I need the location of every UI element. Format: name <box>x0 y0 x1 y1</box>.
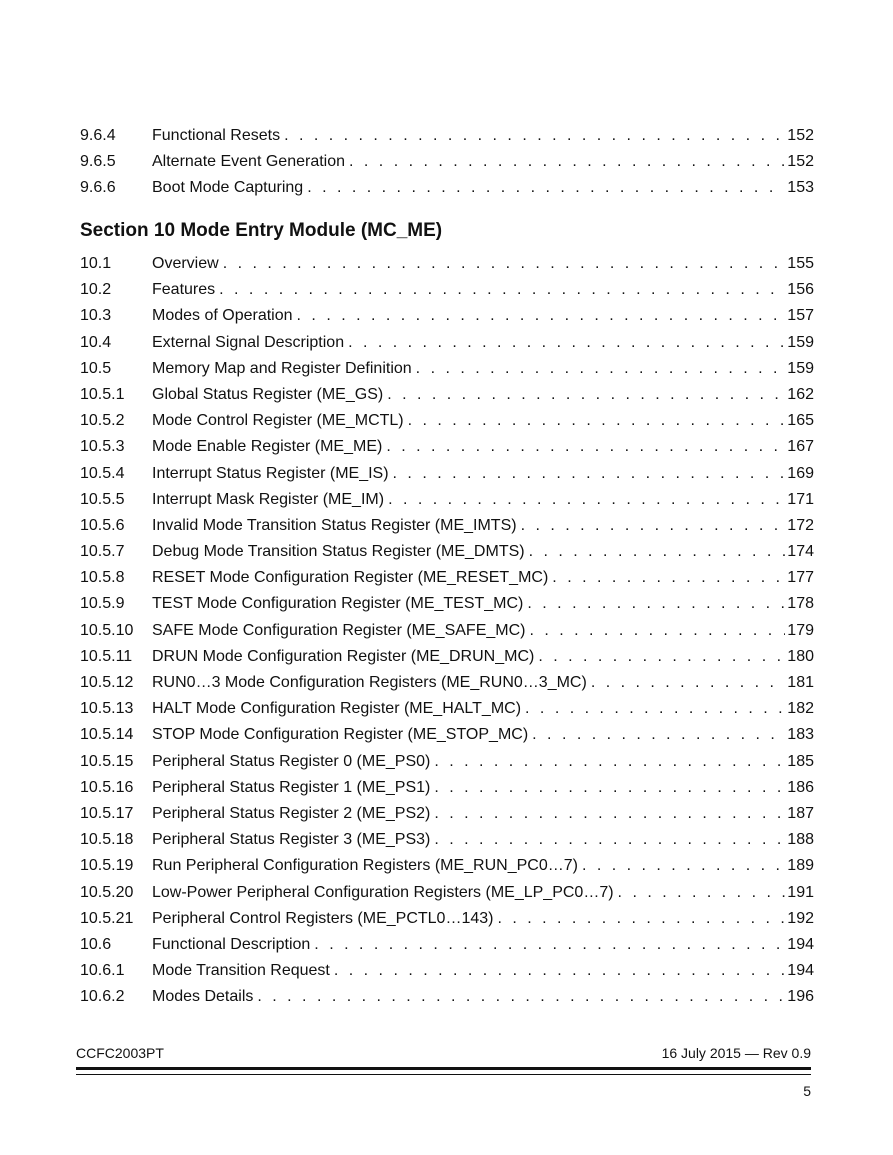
toc-entry[interactable] <box>80 330 814 356</box>
toc-dot-leader <box>387 382 785 408</box>
toc-entry-title: Alternate Event Generation <box>152 153 346 171</box>
toc-entry-number: 10.5.5 <box>80 490 125 508</box>
toc-dot-leader <box>529 539 786 565</box>
toc-entry-number: 10.5.1 <box>80 385 125 403</box>
toc-entry-title: Features <box>152 281 216 299</box>
toc-entry-title: HALT Mode Configuration Register (ME_HALT_MC) <box>152 700 522 718</box>
toc-entry[interactable] <box>80 303 814 329</box>
toc-entry-number: 10.5.17 <box>80 804 134 822</box>
footer-doc-id: CCFC2003PT <box>76 1045 164 1061</box>
toc-entry[interactable] <box>80 932 814 958</box>
toc-entry[interactable] <box>80 149 814 175</box>
toc-dot-leader <box>348 330 785 356</box>
toc-entry-page: 180 <box>787 647 814 665</box>
toc-entry[interactable] <box>80 461 814 487</box>
toc-entry-number: 10.5.14 <box>80 726 134 744</box>
toc-entry-page: 157 <box>787 307 814 325</box>
toc-entry-number: 10.5.16 <box>80 778 134 796</box>
toc-entry-title: Global Status Register (ME_GS) <box>152 385 384 403</box>
toc-entry-title: Run Peripheral Configuration Registers (ME_RUN_PC0…7) <box>152 857 578 875</box>
toc-entry-title: Peripheral Control Registers (ME_PCTL0…143) <box>152 909 494 927</box>
toc-entry-number: 10.3 <box>80 307 112 325</box>
toc-entry[interactable] <box>80 984 814 1010</box>
toc-entry[interactable] <box>80 487 814 513</box>
toc-entry-page: 152 <box>787 127 814 144</box>
toc-entry-page: 178 <box>787 595 814 613</box>
toc-entry-number: 10.5.11 <box>80 647 133 665</box>
toc-entry-title: Functional Resets <box>152 127 281 144</box>
toc-entry[interactable] <box>80 356 814 382</box>
toc-entry-page: 159 <box>787 333 814 351</box>
toc-entry-page: 196 <box>787 988 814 1006</box>
toc-entry-title: Interrupt Status Register (ME_IS) <box>152 464 389 482</box>
toc-entry[interactable] <box>80 618 814 644</box>
toc-entry-number: 10.5.9 <box>80 595 125 613</box>
toc-entry-title: Peripheral Status Register 3 (ME_PS3) <box>152 831 431 849</box>
toc-entry-title: STOP Mode Configuration Register (ME_STOP_MC) <box>152 726 529 744</box>
toc-entry-number: 10.6.1 <box>80 962 125 980</box>
toc-dot-leader <box>257 984 785 1010</box>
toc-entry[interactable] <box>80 801 814 827</box>
toc-entry-title: Modes of Operation <box>152 307 293 325</box>
toc-entry-number: 10.5.20 <box>80 883 134 901</box>
toc-entry-number: 10.5.13 <box>80 700 134 718</box>
toc-entry-number: 10.4 <box>80 333 112 351</box>
toc-entry-number: 9.6.5 <box>80 153 116 171</box>
toc-dot-leader <box>297 303 786 329</box>
toc-entry-title: Peripheral Status Register 2 (ME_PS2) <box>152 804 431 822</box>
toc-entry-title: Overview <box>152 255 219 272</box>
toc-entry-page: 152 <box>787 153 814 171</box>
toc-entry-title: DRUN Mode Configuration Register (ME_DRUN_MC) <box>152 647 535 665</box>
toc-entry[interactable] <box>80 251 814 277</box>
toc-dot-leader <box>307 175 785 201</box>
toc-entry-page: 165 <box>787 412 814 430</box>
toc-entry-title: SAFE Mode Configuration Register (ME_SAFE_MC) <box>152 621 526 639</box>
toc-entry-title: TEST Mode Configuration Register (ME_TEST_MC) <box>152 595 524 613</box>
toc-dot-leader <box>334 958 785 984</box>
toc-entry[interactable] <box>80 853 814 879</box>
toc-dot-leader <box>349 149 785 175</box>
section-heading: Section 10 Mode Entry Module (MC_ME) <box>80 220 443 241</box>
toc-entry-number: 10.5 <box>80 359 112 377</box>
toc-dot-leader <box>532 722 785 748</box>
toc-entry-page: 187 <box>787 804 814 822</box>
toc-dot-leader <box>408 408 786 434</box>
toc-entry-title: Debug Mode Transition Status Register (ME_DMTS) <box>152 543 525 561</box>
toc-entry[interactable] <box>80 277 814 303</box>
toc-dot-leader <box>434 827 785 853</box>
toc-entry-number: 10.6 <box>80 935 112 953</box>
toc-entry-page: 185 <box>787 752 814 770</box>
toc-dot-leader <box>386 434 785 460</box>
toc-entry-page: 189 <box>787 857 814 875</box>
toc-dot-leader <box>314 932 785 958</box>
toc-dot-leader <box>618 880 786 906</box>
toc-entry-number: 10.5.7 <box>80 543 125 561</box>
toc-entry-page: 171 <box>787 490 814 508</box>
toc-entry[interactable] <box>80 644 814 670</box>
toc-entry-title: Low-Power Peripheral Configuration Registers (ME_LP_PC0…7) <box>152 883 614 901</box>
toc-entry-title: Boot Mode Capturing <box>152 179 304 197</box>
toc-entry-page: 194 <box>787 962 814 980</box>
toc-dot-leader <box>497 906 785 932</box>
toc-entry-page: 177 <box>787 569 814 587</box>
toc-dot-leader <box>525 696 785 722</box>
footer-date-revision: 16 July 2015 — Rev 0.9 <box>661 1045 811 1061</box>
toc-main-list <box>80 251 814 1010</box>
toc-entry-title: Mode Control Register (ME_MCTL) <box>152 412 404 430</box>
toc-entry-number: 10.5.3 <box>80 438 125 456</box>
toc-entry[interactable] <box>80 749 814 775</box>
toc-dot-leader <box>434 775 785 801</box>
toc-entry[interactable] <box>80 696 814 722</box>
toc-entry-page: 156 <box>787 281 814 299</box>
toc-entry-title: Functional Description <box>152 935 311 953</box>
toc-entry[interactable] <box>80 880 814 906</box>
toc-entry[interactable] <box>80 382 814 408</box>
toc-entry-number: 10.5.4 <box>80 464 125 482</box>
toc-entry-title: Mode Transition Request <box>152 962 330 980</box>
toc-entry[interactable] <box>80 591 814 617</box>
toc-dot-leader <box>284 123 785 149</box>
toc-entry-page: 194 <box>787 935 814 953</box>
toc-entry-page: 159 <box>787 359 814 377</box>
toc-entry[interactable] <box>80 408 814 434</box>
toc-entry-page: 153 <box>787 179 814 197</box>
toc-entry-number: 10.5.6 <box>80 516 125 534</box>
footer-rule-thin <box>76 1074 811 1075</box>
toc-entry-page: 167 <box>787 438 814 456</box>
toc-dot-leader <box>434 749 785 775</box>
toc-entry-number: 10.5.21 <box>80 909 134 927</box>
toc-entry-number: 10.5.12 <box>80 674 134 691</box>
toc-entry-page: 191 <box>787 883 814 901</box>
toc-entry-number: 10.5.2 <box>80 412 125 430</box>
toc-entry-number: 10.1 <box>80 255 112 272</box>
toc-entry-page: 182 <box>787 700 814 718</box>
toc-entry[interactable] <box>80 539 814 565</box>
toc-entry-number: 10.6.2 <box>80 988 125 1006</box>
toc-entry-number: 9.6.6 <box>80 179 116 197</box>
footer-rule-thick <box>76 1067 811 1070</box>
toc-entry[interactable] <box>80 565 814 591</box>
toc-dot-leader <box>388 487 785 513</box>
toc-entry-page: 179 <box>787 621 814 639</box>
toc-entry[interactable] <box>80 827 814 853</box>
page-number: 5 <box>803 1083 811 1099</box>
toc-entry-page: 169 <box>787 464 814 482</box>
toc-entry-title: Modes Details <box>152 988 254 1006</box>
toc-entry[interactable] <box>80 434 814 460</box>
toc-entry[interactable] <box>80 775 814 801</box>
toc-entry[interactable] <box>80 722 814 748</box>
toc-entry-title: Memory Map and Register Definition <box>152 359 412 377</box>
toc-entry[interactable] <box>80 123 814 149</box>
toc-entry-number: 10.5.18 <box>80 831 134 849</box>
toc-entry-page: 192 <box>787 909 814 927</box>
toc-entry-title: Peripheral Status Register 1 (ME_PS1) <box>152 778 431 796</box>
toc-dot-leader <box>223 251 786 277</box>
toc-entry-page: 174 <box>787 543 814 561</box>
toc-entry[interactable] <box>80 513 814 539</box>
toc-entry-page: 162 <box>787 385 814 403</box>
toc-dot-leader <box>591 670 785 696</box>
toc-dot-leader <box>552 565 785 591</box>
toc-dot-leader <box>527 591 785 617</box>
toc-entry-title: External Signal Description <box>152 333 345 351</box>
toc-dot-leader <box>582 853 785 879</box>
toc-entry-title: Interrupt Mask Register (ME_IM) <box>152 490 385 508</box>
toc-entry[interactable] <box>80 958 814 984</box>
toc-entry-page: 186 <box>787 778 814 796</box>
toc-entry-number: 10.2 <box>80 281 112 299</box>
toc-entry-number: 10.5.10 <box>80 621 134 639</box>
toc-entry-title: RUN0…3 Mode Configuration Registers (ME_RUN0…3_MC) <box>152 674 587 691</box>
toc-entry-number: 10.5.15 <box>80 752 134 770</box>
toc-entry-page: 172 <box>787 516 814 534</box>
toc-dot-leader <box>538 644 785 670</box>
toc-entry[interactable] <box>80 670 814 696</box>
toc-entry-page: 155 <box>787 255 814 272</box>
toc-entry-number: 10.5.19 <box>80 857 134 875</box>
toc-dot-leader <box>529 618 785 644</box>
toc-entry-title: Peripheral Status Register 0 (ME_PS0) <box>152 752 431 770</box>
toc-dot-leader <box>219 277 785 303</box>
toc-entry-title: RESET Mode Configuration Register (ME_RESET_MC) <box>152 569 549 587</box>
toc-dot-leader <box>521 513 786 539</box>
toc-entry-page: 188 <box>787 831 814 849</box>
toc-dot-leader <box>393 461 786 487</box>
toc-entry-number: 9.6.4 <box>80 127 116 144</box>
toc-top-list <box>80 123 814 202</box>
toc-dot-leader <box>434 801 785 827</box>
toc-entry-title: Mode Enable Register (ME_ME) <box>152 438 383 456</box>
toc-dot-leader <box>416 356 786 382</box>
toc-entry[interactable] <box>80 175 814 201</box>
toc-entry-page: 183 <box>787 726 814 744</box>
toc-entry-page: 181 <box>787 674 814 691</box>
toc-entry-number: 10.5.8 <box>80 569 125 587</box>
toc-entry[interactable] <box>80 906 814 932</box>
toc-entry-title: Invalid Mode Transition Status Register (ME_IMTS) <box>152 516 517 534</box>
